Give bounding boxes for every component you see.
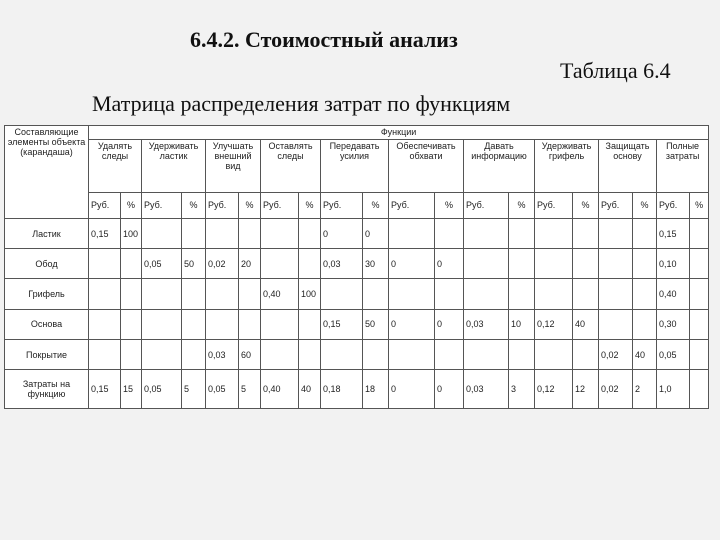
value-cell: 0,03 [321,249,363,279]
unit-rub-cell: Руб. [599,192,633,218]
table-row [5,309,709,339]
unit-rub-cell: Руб. [464,192,509,218]
function-header: Удерживать грифель [535,139,599,192]
function-header: Обеспечивать обхвати [389,139,464,192]
value-cell [299,218,321,248]
table-caption: Матрица распределения затрат по функциям [92,91,511,116]
value-cell [261,218,299,248]
table-row [5,279,709,309]
value-cell [633,279,657,309]
value-cell: 10 [509,309,535,339]
unit-rub-cell: Руб. [535,192,573,218]
value-cell [599,218,633,248]
section-heading: 6.4.2. Стоимостный анализ [190,27,458,52]
unit-rub-cell: Руб. [89,192,121,218]
value-cell [509,340,535,370]
unit-pct-cell: % [573,192,599,218]
value-cell: 50 [363,309,389,339]
value-cell [573,279,599,309]
table-number: Таблица 6.4 [560,58,671,83]
value-cell [261,309,299,339]
value-cell [121,309,142,339]
unit-rub-cell: Руб. [261,192,299,218]
value-cell [321,279,363,309]
value-cell [299,309,321,339]
value-cell [142,279,182,309]
value-cell [299,340,321,370]
value-cell: 30 [363,249,389,279]
value-cell: 20 [239,249,261,279]
value-cell: 0,15 [657,218,690,248]
value-cell [633,218,657,248]
row-label: Основа [5,309,89,339]
value-cell [633,249,657,279]
value-cell: 5 [239,370,261,409]
function-header: Удерживать ластик [142,139,206,192]
value-cell: 0 [389,309,435,339]
value-cell [89,249,121,279]
value-cell: 0 [363,218,389,248]
value-cell: 0,12 [535,309,573,339]
value-cell: 0 [435,309,464,339]
value-cell [573,249,599,279]
unit-rub-cell: Руб. [142,192,182,218]
value-cell: 0 [389,249,435,279]
value-cell: 0,05 [142,249,182,279]
function-header: Оставлять следы [261,139,321,192]
value-cell: 2 [633,370,657,409]
cost-distribution-table [4,125,709,409]
value-cell [261,249,299,279]
value-cell [206,279,239,309]
value-cell: 40 [633,340,657,370]
value-cell [239,279,261,309]
table-row [5,249,709,279]
function-header: Давать информацию [464,139,535,192]
value-cell [89,340,121,370]
value-cell: 0 [389,370,435,409]
value-cell: 0,02 [599,370,633,409]
value-cell: 0,15 [321,309,363,339]
value-cell: 0,12 [535,370,573,409]
corner-header: Составляющие элементы объекта (карандаша) [5,126,89,219]
unit-pct-cell: % [435,192,464,218]
value-cell [690,249,709,279]
value-cell [599,279,633,309]
unit-pct-cell: % [633,192,657,218]
value-cell [261,340,299,370]
value-cell [509,249,535,279]
value-cell [690,340,709,370]
value-cell [299,249,321,279]
value-cell [464,249,509,279]
value-cell [464,279,509,309]
value-cell [142,309,182,339]
value-cell: 0,05 [206,370,239,409]
value-cell [363,340,389,370]
value-cell [363,279,389,309]
unit-rub-cell: Руб. [657,192,690,218]
value-cell: 0 [435,370,464,409]
row-label: Обод [5,249,89,279]
unit-pct-cell: % [239,192,261,218]
value-cell: 18 [363,370,389,409]
value-cell [690,370,709,409]
value-cell: 0 [435,249,464,279]
function-header: Полные затраты [657,139,709,192]
value-cell [389,218,435,248]
value-cell: 0,40 [261,370,299,409]
value-cell: 0,03 [464,309,509,339]
value-cell: 0,02 [206,249,239,279]
value-cell: 0,03 [206,340,239,370]
function-header: Защищать основу [599,139,657,192]
value-cell [690,309,709,339]
value-cell [464,218,509,248]
unit-pct-cell: % [182,192,206,218]
value-cell: 0,30 [657,309,690,339]
value-cell: 50 [182,249,206,279]
value-cell: 1,0 [657,370,690,409]
unit-rub-cell: Руб. [206,192,239,218]
value-cell: 0,40 [657,279,690,309]
value-cell [435,218,464,248]
table-row [5,340,709,370]
value-cell [182,340,206,370]
value-cell [121,279,142,309]
value-cell: 0,40 [261,279,299,309]
value-cell: 0,05 [657,340,690,370]
value-cell [633,309,657,339]
value-cell [142,218,182,248]
value-cell [535,218,573,248]
table-row [5,370,709,409]
value-cell [599,249,633,279]
value-cell [142,340,182,370]
value-cell [206,309,239,339]
row-label: Покрытие [5,340,89,370]
unit-rub-cell: Руб. [389,192,435,218]
value-cell: 0 [321,218,363,248]
value-cell [573,340,599,370]
value-cell [389,279,435,309]
value-cell [599,309,633,339]
value-cell [182,218,206,248]
value-cell [121,249,142,279]
functions-group-header: Функции [89,126,709,140]
function-header: Улучшать внешний вид [206,139,261,192]
value-cell [509,218,535,248]
unit-pct-cell: % [363,192,389,218]
value-cell [573,218,599,248]
value-cell [182,309,206,339]
function-header: Передавать усилия [321,139,389,192]
cost-matrix [4,125,708,409]
value-cell: 60 [239,340,261,370]
value-cell [535,340,573,370]
value-cell [509,279,535,309]
value-cell [690,279,709,309]
table-row [5,218,709,248]
value-cell [535,279,573,309]
value-cell: 0,18 [321,370,363,409]
value-cell: 0,15 [89,370,121,409]
value-cell: 15 [121,370,142,409]
unit-pct-cell: % [509,192,535,218]
function-header: Удалять следы [89,139,142,192]
value-cell [535,249,573,279]
value-cell [690,218,709,248]
value-cell [182,279,206,309]
unit-pct-cell: % [690,192,709,218]
value-cell [121,340,142,370]
value-cell: 100 [121,218,142,248]
value-cell [464,340,509,370]
value-cell: 12 [573,370,599,409]
row-label: Грифель [5,279,89,309]
value-cell: 0,05 [142,370,182,409]
value-cell: 5 [182,370,206,409]
unit-pct-cell: % [299,192,321,218]
value-cell: 0,10 [657,249,690,279]
row-label: Ластик [5,218,89,248]
value-cell [89,279,121,309]
value-cell [435,279,464,309]
value-cell: 40 [299,370,321,409]
value-cell [321,340,363,370]
value-cell [239,218,261,248]
row-label: Затраты на функцию [5,370,89,409]
value-cell [389,340,435,370]
value-cell: 3 [509,370,535,409]
value-cell: 100 [299,279,321,309]
value-cell: 0,02 [599,340,633,370]
value-cell: 40 [573,309,599,339]
value-cell [89,309,121,339]
value-cell [206,218,239,248]
value-cell [435,340,464,370]
unit-pct-cell: % [121,192,142,218]
value-cell: 0,03 [464,370,509,409]
value-cell: 0,15 [89,218,121,248]
unit-rub-cell: Руб. [321,192,363,218]
value-cell [239,309,261,339]
